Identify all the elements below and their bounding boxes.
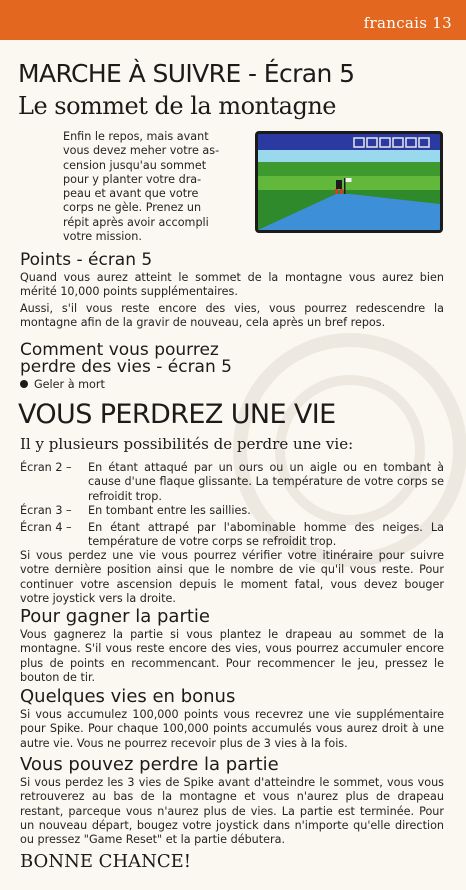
- bullet-icon: [20, 380, 28, 388]
- lose-ecran5-heading-line2: perdre des vies - écran 5: [20, 357, 232, 377]
- lose-life-paragraph: Si vous perdez une vie vous pourrez vérifier votre itinéraire pour suivre votre dernière position ainsi que le nombre de vie qu'il vous reste. Pour continuer votre ascension depuis le moment fatal, vous devez bouger votre joystick vers la droite.: [20, 549, 444, 605]
- page-subtitle: Le sommet de la montagne: [18, 92, 336, 120]
- intro-paragraph: Enfin le repos, mais avant vous devez meher votre as- cension jusqu'au sommet pour y planter votre dra- peau et avant que votre corps ne gèle. Prenez un répit après avoir accompli votre mission.: [63, 130, 220, 244]
- lose-ecran5-heading-line1: Comment vous pourrez: [20, 340, 219, 360]
- lose-life-heading: VOUS PERDREZ UNE VIE: [18, 399, 336, 430]
- bonus-heading: Quelques vies en bonus: [20, 686, 236, 707]
- win-heading: Pour gagner la partie: [20, 606, 210, 627]
- lose-game-heading: Vous pouvez perdre la partie: [20, 754, 279, 775]
- bullet-item: Geler à mort: [20, 378, 444, 392]
- lose-life-subheading: Il y plusieurs possibilités de perdre une vie:: [20, 435, 354, 453]
- page-label: francais 13: [363, 14, 452, 32]
- lose-game-paragraph: Si vous perdez les 3 vies de Spike avant d'atteindre le sommet, vous vous retrouverez au bas de la montagne et vous n'aurez plus de drapeau restant, parceque vous n'aurez plus de vies. La partie est terminée. Pour un nouveau départ, bougez votre joystick dans n'importe qu'elle direction ou pressez "Game Reset" et la partie débutera.: [20, 776, 444, 847]
- points-paragraph-1: Quand vous aurez atteint le sommet de la montagne vous aurez bien mérité 10,000 points supplémentaires.: [20, 271, 444, 299]
- points-paragraph-2: Aussi, s'il vous reste encore des vies, vous pourrez redescendre la montagne afin de la gravir de nouveau, cela après un bref repos.: [20, 302, 444, 330]
- page-title: MARCHE À SUIVRE - Écran 5: [18, 59, 355, 88]
- closing-text: BONNE CHANCE!: [20, 851, 192, 872]
- bonus-paragraph: Si vous accumulez 100,000 points vous recevrez une vie supplémentaire pour Spike. Pour chaque 100,000 points accumulés vous aurez droit à une autre vie. Vous ne pourrez recevoir plus de 3 vies à la fois.: [20, 708, 444, 750]
- win-paragraph: Vous gagnerez la partie si vous plantez le drapeau au sommet de la montagne. S'il vous reste encore des vies, vous pourrez accumuler encore plus de points en recommencant. Pour recommencer le jeu, pressez le bouton de tir.: [20, 628, 444, 684]
- game-screenshot: [255, 131, 443, 233]
- points-heading: Points - écran 5: [20, 250, 153, 270]
- header-bar: [0, 0, 466, 40]
